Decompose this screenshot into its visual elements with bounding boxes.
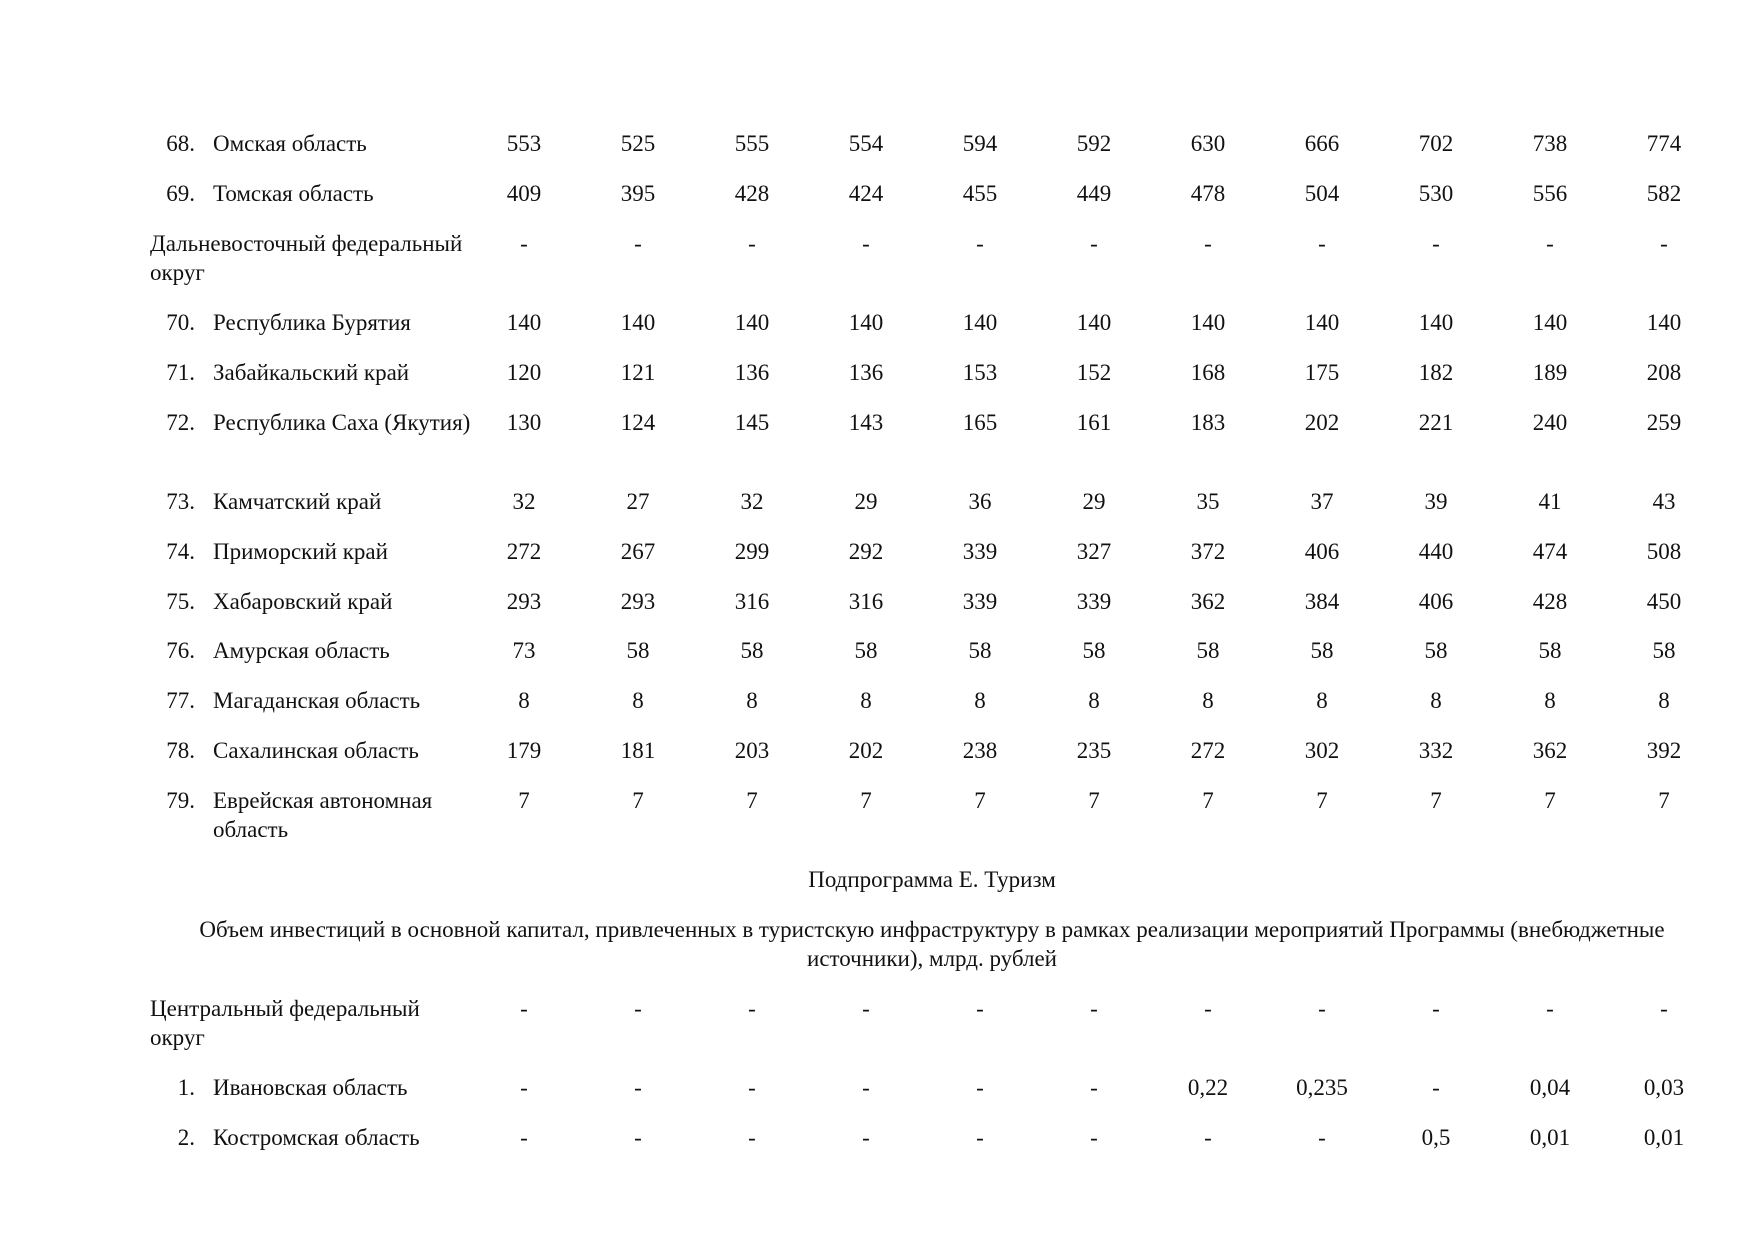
value-cell: - [862, 231, 870, 256]
value-cell: 332 [1418, 738, 1454, 763]
value-cell: 175 [1304, 360, 1340, 385]
value-cell: 32 [512, 489, 536, 514]
value-cell: 7 [860, 788, 872, 813]
value-cell: 168 [1190, 360, 1226, 385]
value-cell: 395 [620, 181, 656, 206]
value-cell: - [1660, 231, 1668, 256]
region-name: Республика Бурятия [213, 310, 411, 335]
value-cell: 302 [1304, 738, 1340, 763]
value-cell: 140 [962, 310, 998, 335]
value-cell: 7 [518, 788, 530, 813]
row-number: 79. [166, 788, 195, 813]
value-cell: 7 [746, 788, 758, 813]
value-cell: 455 [962, 181, 998, 206]
value-cell: 165 [962, 410, 998, 435]
value-cell: 58 [1310, 638, 1334, 663]
value-cell: 7 [632, 788, 644, 813]
value-cell: 58 [1196, 638, 1220, 663]
value-cell: 161 [1076, 410, 1112, 435]
value-cell: 181 [620, 738, 656, 763]
value-cell: 58 [968, 638, 992, 663]
value-cell: 35 [1196, 489, 1220, 514]
value-cell: 202 [848, 738, 884, 763]
value-cell: 409 [506, 181, 542, 206]
value-cell: - [862, 1075, 870, 1100]
value-cell: 203 [734, 738, 770, 763]
row-number: 78. [166, 738, 195, 763]
value-cell: 8 [860, 688, 872, 713]
value-cell: 450 [1646, 589, 1682, 614]
value-cell: 592 [1076, 131, 1112, 156]
value-cell: 73 [512, 638, 536, 663]
region-name: Костромская область [213, 1125, 420, 1150]
value-cell: 39 [1424, 489, 1448, 514]
value-cell: - [862, 1125, 870, 1150]
value-cell: 339 [1076, 589, 1112, 614]
value-cell: 8 [1544, 688, 1556, 713]
value-cell: 183 [1190, 410, 1226, 435]
value-cell: 202 [1304, 410, 1340, 435]
value-cell: 327 [1076, 539, 1112, 564]
value-cell: 58 [1424, 638, 1448, 663]
value-cell: 293 [620, 589, 656, 614]
value-cell: - [1204, 1125, 1212, 1150]
value-cell: 272 [1190, 738, 1226, 763]
value-cell: 235 [1076, 738, 1112, 763]
value-cell: 124 [620, 410, 656, 435]
value-cell: 774 [1646, 131, 1682, 156]
value-cell: - [1432, 996, 1440, 1021]
row-number: 75. [166, 589, 195, 614]
value-cell: 58 [740, 638, 764, 663]
value-cell: 120 [506, 360, 542, 385]
value-cell: 316 [848, 589, 884, 614]
value-cell: - [1546, 231, 1554, 256]
value-cell: 530 [1418, 181, 1454, 206]
value-cell: - [1090, 1125, 1098, 1150]
value-cell: - [1204, 996, 1212, 1021]
value-cell: 474 [1532, 539, 1568, 564]
value-cell: 630 [1190, 131, 1226, 156]
value-cell: 738 [1532, 131, 1568, 156]
value-cell: 140 [848, 310, 884, 335]
value-cell: - [1204, 231, 1212, 256]
value-cell: - [748, 231, 756, 256]
value-cell: 272 [506, 539, 542, 564]
value-cell: 7 [1430, 788, 1442, 813]
value-cell: - [976, 231, 984, 256]
value-cell: 8 [974, 688, 986, 713]
value-cell: - [1318, 231, 1326, 256]
value-cell: 36 [968, 489, 992, 514]
value-cell: 221 [1418, 410, 1454, 435]
value-cell: 189 [1532, 360, 1568, 385]
value-cell: 140 [506, 310, 542, 335]
value-cell: 0,03 [1643, 1075, 1685, 1100]
region-name: Камчатский край [213, 489, 382, 514]
value-cell: 316 [734, 589, 770, 614]
value-cell: - [634, 1075, 642, 1100]
value-cell: 299 [734, 539, 770, 564]
value-cell: 58 [1538, 638, 1562, 663]
value-cell: - [1432, 231, 1440, 256]
value-cell: 0,5 [1421, 1125, 1451, 1150]
value-cell: 0,235 [1296, 1075, 1348, 1100]
value-cell: 372 [1190, 539, 1226, 564]
value-cell: 136 [848, 360, 884, 385]
value-cell: 58 [854, 638, 878, 663]
value-cell: 152 [1076, 360, 1112, 385]
value-cell: 384 [1304, 589, 1340, 614]
value-cell: 238 [962, 738, 998, 763]
value-cell: 7 [1088, 788, 1100, 813]
value-cell: 58 [626, 638, 650, 663]
value-cell: 140 [1190, 310, 1226, 335]
value-cell: 140 [1304, 310, 1340, 335]
value-cell: 0,01 [1529, 1125, 1571, 1150]
value-cell: - [1432, 1075, 1440, 1100]
value-cell: - [520, 231, 528, 256]
value-cell: - [748, 1125, 756, 1150]
value-cell: - [976, 1125, 984, 1150]
value-cell: 259 [1646, 410, 1682, 435]
value-cell: 27 [626, 489, 650, 514]
value-cell: 140 [1076, 310, 1112, 335]
value-cell: 7 [1316, 788, 1328, 813]
value-cell: 508 [1646, 539, 1682, 564]
value-cell: 406 [1304, 539, 1340, 564]
value-cell: 702 [1418, 131, 1454, 156]
value-cell: 153 [962, 360, 998, 385]
value-cell: 424 [848, 181, 884, 206]
value-cell: 556 [1532, 181, 1568, 206]
value-cell: 554 [848, 131, 884, 156]
value-cell: 145 [734, 410, 770, 435]
value-cell: - [1660, 996, 1668, 1021]
value-cell: - [634, 1125, 642, 1150]
value-cell: - [976, 1075, 984, 1100]
value-cell: - [520, 1075, 528, 1100]
heading-text: Объем инвестиций в основной капитал, привлеченных в туристскую инфраструктуру в рамках реализации мероприятий Программы (внебюджетные источники), млрд. рублей [199, 917, 1665, 971]
value-cell: 0,01 [1643, 1125, 1685, 1150]
value-cell: 140 [1418, 310, 1454, 335]
region-name: Приморский край [213, 539, 388, 564]
value-cell: 140 [1646, 310, 1682, 335]
value-cell: - [520, 996, 528, 1021]
value-cell: 392 [1646, 738, 1682, 763]
value-cell: 8 [518, 688, 530, 713]
value-cell: - [1318, 996, 1326, 1021]
value-cell: 43 [1652, 489, 1676, 514]
value-cell: 29 [1082, 489, 1106, 514]
district-name: Дальневосточный федеральный округ [150, 231, 463, 285]
value-cell: 8 [1202, 688, 1214, 713]
row-number: 74. [166, 539, 195, 564]
value-cell: 8 [1088, 688, 1100, 713]
region-name: Ивановская область [213, 1075, 408, 1100]
value-cell: 179 [506, 738, 542, 763]
row-number: 68. [166, 131, 195, 156]
value-cell: - [748, 1075, 756, 1100]
value-cell: 292 [848, 539, 884, 564]
value-cell: - [748, 996, 756, 1021]
value-cell: 7 [1202, 788, 1214, 813]
value-cell: 478 [1190, 181, 1226, 206]
value-cell: 267 [620, 539, 656, 564]
value-cell: 339 [962, 539, 998, 564]
value-cell: 32 [740, 489, 764, 514]
row-number: 76. [166, 638, 195, 663]
value-cell: 0,04 [1529, 1075, 1571, 1100]
value-cell: - [1090, 1075, 1098, 1100]
value-cell: 140 [734, 310, 770, 335]
value-cell: 41 [1538, 489, 1562, 514]
value-cell: - [1090, 231, 1098, 256]
value-cell: - [862, 996, 870, 1021]
value-cell: 29 [854, 489, 878, 514]
value-cell: 525 [620, 131, 656, 156]
value-cell: 37 [1310, 489, 1334, 514]
row-number: 1. [177, 1075, 195, 1100]
value-cell: 136 [734, 360, 770, 385]
heading-text: Подпрограмма E. Туризм [808, 867, 1056, 892]
value-cell: 7 [1544, 788, 1556, 813]
value-cell: 8 [1316, 688, 1328, 713]
value-cell: 594 [962, 131, 998, 156]
value-cell: 449 [1076, 181, 1112, 206]
value-cell: 130 [506, 410, 542, 435]
value-cell: 7 [974, 788, 986, 813]
row-number: 2. [177, 1125, 195, 1150]
region-name: Амурская область [213, 638, 390, 663]
value-cell: 0,22 [1187, 1075, 1229, 1100]
value-cell: 58 [1652, 638, 1676, 663]
value-cell: 182 [1418, 360, 1454, 385]
row-number: 71. [166, 360, 195, 385]
region-name: Сахалинская область [213, 738, 419, 763]
value-cell: 8 [746, 688, 758, 713]
region-name: Магаданская область [213, 688, 421, 713]
value-cell: - [634, 231, 642, 256]
value-cell: 339 [962, 589, 998, 614]
value-cell: - [520, 1125, 528, 1150]
region-name: Омская область [213, 131, 367, 156]
row-number: 69. [166, 181, 195, 206]
value-cell: 140 [1532, 310, 1568, 335]
value-cell: 428 [1532, 589, 1568, 614]
region-name: Республика Саха (Якутия) [213, 410, 471, 435]
row-number: 72. [166, 410, 195, 435]
value-cell: - [634, 996, 642, 1021]
value-cell: 666 [1304, 131, 1340, 156]
row-number: 70. [166, 310, 195, 335]
value-cell: 240 [1532, 410, 1568, 435]
value-cell: 504 [1304, 181, 1340, 206]
value-cell: 7 [1658, 788, 1670, 813]
value-cell: 8 [1430, 688, 1442, 713]
value-cell: 140 [620, 310, 656, 335]
value-cell: 582 [1646, 181, 1682, 206]
value-cell: - [1090, 996, 1098, 1021]
value-cell: 553 [506, 131, 542, 156]
value-cell: 362 [1190, 589, 1226, 614]
value-cell: 428 [734, 181, 770, 206]
value-cell: 8 [632, 688, 644, 713]
district-name: Центральный федеральный округ [150, 996, 420, 1050]
value-cell: 362 [1532, 738, 1568, 763]
row-number: 73. [166, 489, 195, 514]
value-cell: 208 [1646, 360, 1682, 385]
region-name: Еврейская автономная область [213, 788, 433, 842]
value-cell: - [976, 996, 984, 1021]
region-name: Хабаровский край [213, 589, 393, 614]
value-cell: 8 [1658, 688, 1670, 713]
row-number: 77. [166, 688, 195, 713]
value-cell: 440 [1418, 539, 1454, 564]
region-name: Забайкальский край [213, 360, 410, 385]
value-cell: 121 [620, 360, 656, 385]
value-cell: 293 [506, 589, 542, 614]
value-cell: 58 [1082, 638, 1106, 663]
value-cell: - [1318, 1125, 1326, 1150]
value-cell: 143 [848, 410, 884, 435]
value-cell: 406 [1418, 589, 1454, 614]
value-cell: 555 [734, 131, 770, 156]
region-name: Томская область [213, 181, 374, 206]
value-cell: - [1546, 996, 1554, 1021]
